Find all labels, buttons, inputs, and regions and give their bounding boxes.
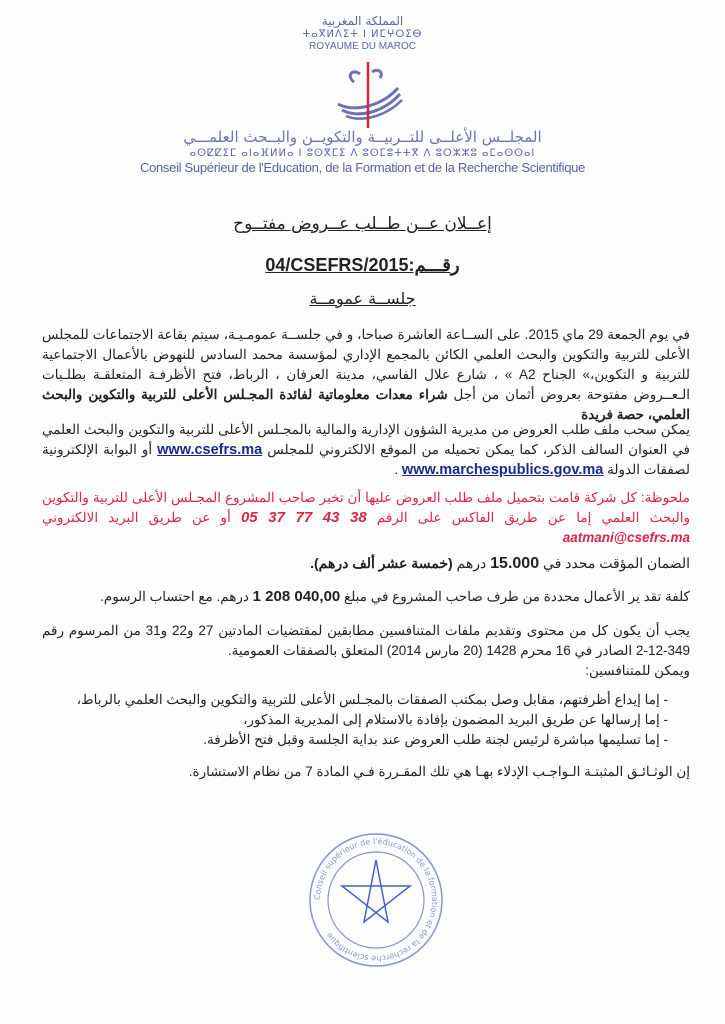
- kingdom-arabic: المملكة المغربية: [321, 14, 404, 28]
- council-logo-icon: [332, 62, 404, 128]
- option-item: - إما إرسالها عن طريق البريد المضمون بإفادة بالاستلام إلى المديرية المذكور،: [243, 712, 668, 727]
- number-label: رقـــم:: [408, 255, 460, 275]
- guarantee-words: (خمسة عشر ألف درهم).: [310, 555, 453, 571]
- cost-text-end: درهم. مع احتساب الرسوم.: [100, 589, 253, 604]
- note-text-2: أو عن طريق البريد الالكتروني: [42, 510, 241, 525]
- period: .: [394, 462, 402, 477]
- fax-number: 05 37 77 43 38: [240, 509, 367, 526]
- submission-options: [42, 690, 690, 750]
- download-paragraph: [42, 420, 690, 480]
- option-item: - إما إيداع أظرفتهم، مقابل وصل بمكتب الصفقات بالمجـلس الأعلى للتربية والتكوين والبحث العلمي بالرباط،: [76, 692, 668, 707]
- marchespublics-link[interactable]: www.marchespublics.gov.ma: [401, 462, 604, 478]
- stamp-ring-text: Conseil supérieur de l'éducation de la formation et de la recherche scientifique: [312, 836, 440, 964]
- kingdom-tifinagh: ⵜⴰⴳⵍⴷⵉⵜ ⵏ ⵍⵎⵖⵔⵉⴱ: [302, 29, 423, 40]
- opening-paragraph: [42, 325, 690, 425]
- option-item: - إما تسليمها مباشرة لرئيس لجنة طلب العروض عند بداية الجلسة وقبل فتح الأظرفة.: [203, 732, 668, 747]
- csefrs-link[interactable]: www.csefrs.ma: [157, 442, 263, 458]
- svg-text:Conseil supérieur de l'éducati: [313, 836, 439, 963]
- download-text: يمكن سحب ملف طلب العروض من مديرية الشؤون الإدارية والمالية بالمجـلس الأعلى للتربية والتكوين والبحث العلمي في العنوان السالف الذكر، كما يمكن تحميله من الموقع الالكتروني للمجلس: [42, 422, 690, 457]
- cost-amount: 1 208 040,00: [252, 588, 341, 605]
- cost-paragraph: [42, 587, 690, 607]
- announcement-title: إعــلان عــن طــلب عــروض مفتــوح: [233, 214, 492, 234]
- contact-email[interactable]: aatmani@csefrs.ma: [562, 530, 690, 545]
- guarantee-text: الضمان المؤقت محدد في: [539, 555, 690, 571]
- official-stamp-icon: [306, 830, 446, 970]
- documents-paragraph: إن الوثـائـق المثبتـة الـواجـب الإدلاء بهـا هي تلك المقـررة فـي المادة 7 من نظام الاستشارة.: [188, 764, 690, 779]
- competitors-intro: ويمكن للمتنافسين:: [585, 663, 690, 678]
- note-text: ملحوظة: كل شركة قامت بتحميل ملف طلب العروض عليها أن تخبر صاحب المشروع المجـلس الأعلى للتربية والتكوين والبحث العلمي إما عن طريق الفاكس على الرقم: [42, 490, 690, 525]
- conformity-text: يجب أن يكون كل من محتوى وتقديم ملفات المتنافسين مطابقين لمقتضيات المادتين 27 و22 و31 من المرسوم رقم 349-12-2 الصادر في 16 محرم 1428 (20 مارس 2014) المتعلق بالصفقات العمومية.: [42, 623, 690, 658]
- council-name-french: Conseil Supérieur de l'Education, de la Formation et de la Recherche Scientifique: [139, 160, 585, 175]
- guarantee-amount: 15.000: [490, 555, 540, 572]
- tender-number: [0, 255, 725, 276]
- council-name-tifinagh: ⴰⵙⵇⵇⵉⵎ ⴰⵏⴰⴼⵍⵍⴰ ⵏ ⵓⵙⴳⵎⵉ ⴷ ⵓⵙⵎⵓⵜⵜⴳ ⴷ ⵓⵔⵣⵣⵓ ⴰⵎⴰⵙⵙⴰⵏ: [189, 148, 536, 159]
- council-name-arabic: المجلــس الأعلــى للتــربيــة والتكويــن والبــحث العلمـــي: [183, 128, 542, 146]
- guarantee-paragraph: [42, 553, 690, 574]
- portal-text: أو البوابة الإلكترونية لصفقات الدولة: [42, 442, 690, 477]
- note-paragraph: [42, 488, 690, 548]
- kingdom-french: ROYAUME DU MAROC: [308, 41, 417, 52]
- conformity-paragraph: [42, 621, 690, 681]
- number-value: 04/CSEFRS/2015: [265, 255, 409, 275]
- tender-subject: شراء معدات معلوماتية لفائدة المجـلس الأعلى للتربية والتكوين والبحث العلمي، حصة فريدة: [42, 387, 690, 422]
- session-title: جلســة عمومــة: [309, 289, 416, 308]
- opening-text: في يوم الجمعة 29 ماي 2015. على الســاعة العاشرة صباحا، و في جلســة عمومـيـة، سيتم بقاعة الاجتماعات للمجلس الأعلى للتربية والتكوين والبحث العلمي الكائن بالمجمع الإداري لمؤسسة محمد السادس للنهوض بالأعمال الاجتماعية للتربية و التكوين،» الجناح A2 » ، شارع علال الفاسي، مدينة العرفان ، الرباط، فتح الأظرفـة المتعلقـة بطلـبات الـعــروض مفتوحة بعروض أثمان من أجل: [42, 327, 690, 402]
- cost-text: كلفة تقد ير الأعمال محددة من طرف صاحب المشروع في مبلغ: [340, 589, 690, 604]
- currency: درهم: [452, 555, 491, 571]
